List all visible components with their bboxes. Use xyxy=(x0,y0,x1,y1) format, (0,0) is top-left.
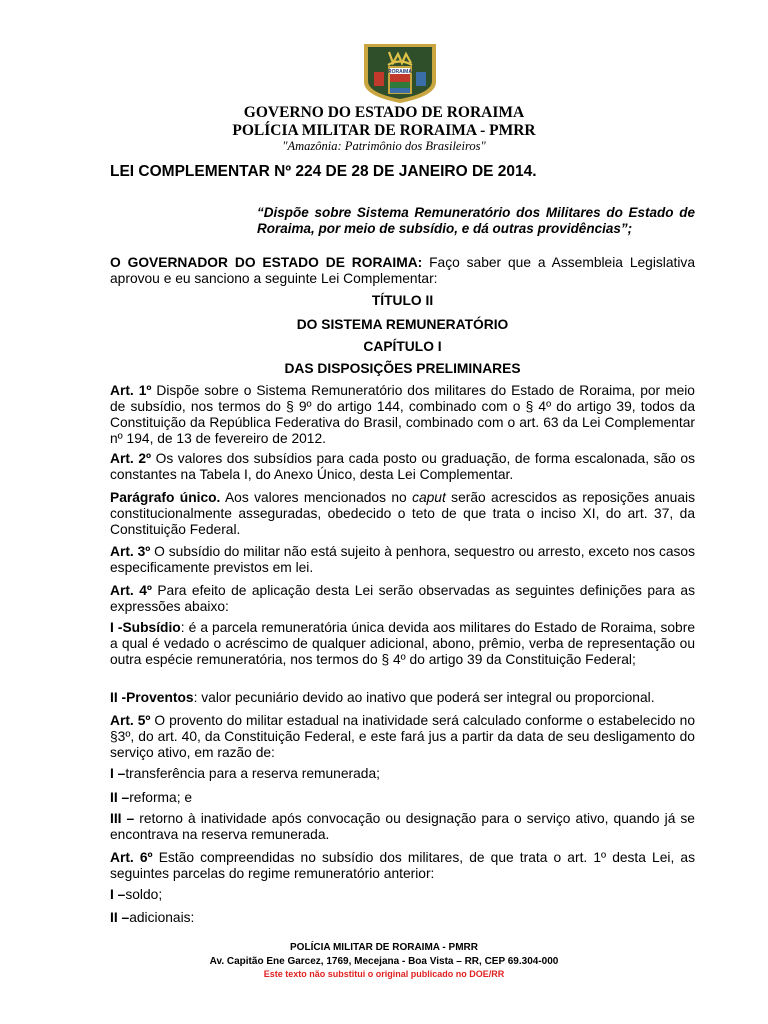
government-title: GOVERNO DO ESTADO DE RORAIMA xyxy=(243,104,525,121)
paragrafo-unico: Parágrafo único. Aos valores mencionados no caput serão acrescidos as reposições anuais constitucionalmente asseguradas, obedecido o teto de que trata o inciso XI, do art. 37, da Constituição Federal. xyxy=(110,490,695,537)
article-6: Art. 6º Estão compreendidas no subsídio dos militares, de que trata o art. 1º desta Lei, as seguintes parcelas do regime remuneratório anterior: xyxy=(110,850,695,881)
preamble: O GOVERNADOR DO ESTADO DE RORAIMA: Faço saber que a Assembleia Legislativa aprovou e eu sanciono a seguinte Lei Complementar: xyxy=(110,255,696,286)
footer-institution: POLÍCIA MILITAR DE RORAIMA - PMRR xyxy=(290,942,478,953)
article-4-inciso-ii: II -Proventos: valor pecuniário devido ao inativo que poderá ser integral ou proporcional. xyxy=(110,690,655,705)
article-5-inciso-ii: II –reforma; e xyxy=(110,790,193,805)
article-6-inciso-ii: II –adicionais: xyxy=(110,910,195,925)
article-4: Art. 4º Para efeito de aplicação desta Lei serão observadas as seguintes definições para as expressões abaixo: xyxy=(110,583,695,614)
article-6-inciso-i: I –soldo; xyxy=(110,887,163,902)
article-5-inciso-iii: III – retorno à inatividade após convocação ou designação para o serviço ativo, quando já se encontrava na reserva remunerada. xyxy=(110,811,695,842)
footer-disclaimer: Este texto não substitui o original publicado no DOE/RR xyxy=(263,969,505,979)
titulo-name: DO SISTEMA REMUNERATÓRIO xyxy=(296,317,509,332)
capitulo-name: DAS DISPOSIÇÕES PRELIMINARES xyxy=(284,361,521,376)
motto: "Amazônia: Patrimônio dos Brasileiros" xyxy=(282,139,486,153)
article-2: Art. 2º Os valores dos subsídios para cada posto ou graduação, de forma escalonada, são os constantes na Tabela I, do Anexo Único, desta Lei Complementar. xyxy=(110,451,695,482)
capitulo-heading: CAPÍTULO I xyxy=(363,339,442,354)
titulo-heading: TÍTULO II xyxy=(371,293,434,308)
ementa: “Dispõe sobre Sistema Remuneratório dos Militares do Estado de Roraima, por meio de subsídio, e dá outras providências”; xyxy=(257,205,695,236)
svg-text:RORAIMA: RORAIMA xyxy=(388,68,412,75)
article-5-inciso-i: I –transferência para a reserva remunerada; xyxy=(110,766,380,781)
footer-address: Av. Capitão Ene Garcez, 1769, Mecejana - Boa Vista – RR, CEP 69.304-000 xyxy=(209,956,559,967)
article-3: Art. 3º O subsídio do militar não está sujeito à penhora, sequestro ou arresto, exceto nos casos especificamente previstos em lei. xyxy=(110,544,695,575)
pmrr-crest-icon xyxy=(362,42,438,104)
police-title: POLÍCIA MILITAR DE RORAIMA - PMRR xyxy=(232,122,536,139)
article-1: Art. 1º Dispõe sobre o Sistema Remuneratório dos militares do Estado de Roraima, por meio de subsídio, nos termos do § 9º do artigo 144, combinado com o § 4º do artigo 39, todos da Constituição da República Federativa do Brasil, combinado com o art. 63 da Lei Complementar nº 194, de 13 de fevereiro de 2012. xyxy=(110,383,695,446)
article-4-inciso-i: I -Subsídio: é a parcela remuneratória única devida aos militares do Estado de Roraima, sobre a qual é vedado o acréscimo de qualquer adicional, abono, prêmio, verba de representação ou outra espécie remuneratória, nos termos do § 4º do artigo 39 da Constituição Federal; xyxy=(110,620,695,667)
article-5: Art. 5º O provento do militar estadual na inatividade será calculado conforme o estabelecido no §3º, do art. 40, da Constituição Federal, e este fará jus a partir da data de seu desligamento do serviço ativo, em razão de: xyxy=(110,713,695,760)
law-title: LEI COMPLEMENTAR Nº 224 DE 28 DE JANEIRO DE 2014. xyxy=(110,163,537,180)
